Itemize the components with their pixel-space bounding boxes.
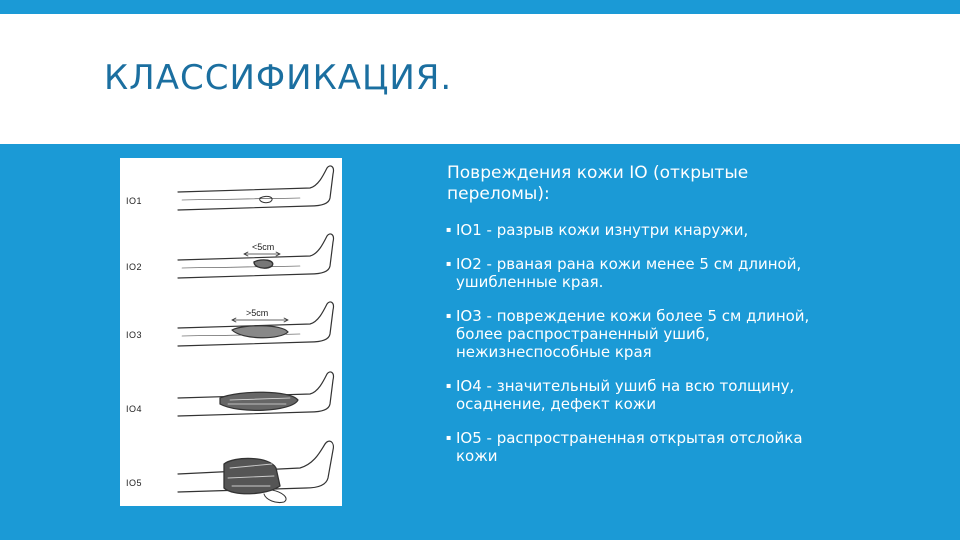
figure-label-io4: IO4 — [126, 404, 143, 414]
dimension-label-io3: >5cm — [246, 308, 269, 318]
bullet-list — [447, 221, 847, 465]
intro-text: Повреждения кожи IO (открытые переломы): — [447, 163, 749, 204]
bullet-text: IO2 - рваная рана кожи менее 5 см длиной, ушибленные края. — [456, 255, 802, 291]
list-item — [447, 255, 847, 291]
bullet-text: IO5 - распространенная открытая отслойка кожи — [456, 429, 803, 465]
list-item — [447, 429, 847, 465]
bullet-icon: ▪ — [446, 225, 452, 234]
bullet-icon: ▪ — [446, 381, 452, 390]
figure-label-io1: IO1 — [126, 196, 143, 206]
list-item — [447, 377, 847, 413]
leg-io2 — [178, 234, 333, 278]
leg-io5 — [178, 441, 333, 502]
figure-label-io2: IO2 — [126, 262, 143, 272]
leg-io4 — [178, 372, 333, 416]
bullet-icon: ▪ — [446, 259, 452, 268]
figure-label-io3: IO3 — [126, 330, 143, 340]
bullet-text: IO1 - разрыв кожи изнутри кнаружи, — [456, 221, 749, 239]
figure-label-io5: IO5 — [126, 478, 143, 488]
bullet-text: IO4 - значительный ушиб на всю толщину, осаднение, дефект кожи — [456, 377, 795, 413]
list-item — [447, 221, 847, 239]
bullet-text: IO3 - повреждение кожи более 5 см длиной, более распространенный ушиб, нежизнеспособные края — [456, 307, 810, 361]
bullet-icon: ▪ — [446, 311, 452, 320]
bullet-icon: ▪ — [446, 433, 452, 442]
leg-io1 — [178, 166, 333, 210]
classification-illustration — [120, 158, 342, 506]
content-text — [447, 163, 847, 481]
slide-title: КЛАССИФИКАЦИЯ. — [104, 58, 453, 98]
leg-drawings — [120, 158, 342, 506]
dimension-label-io2: <5cm — [252, 242, 275, 252]
list-item — [447, 307, 847, 361]
